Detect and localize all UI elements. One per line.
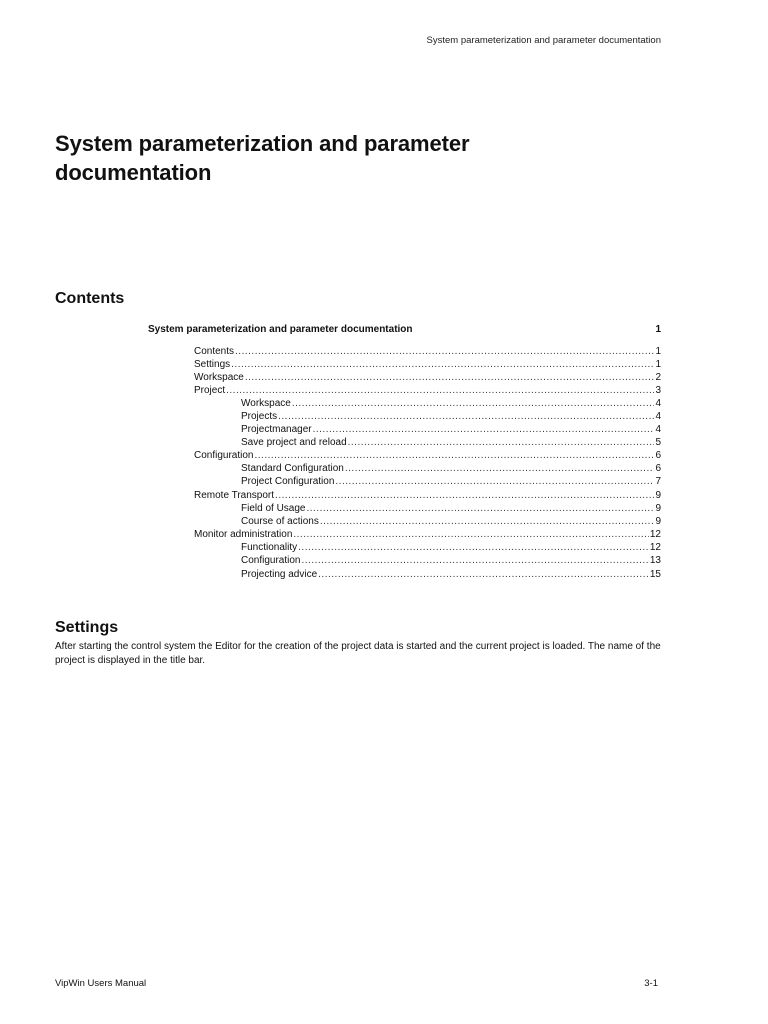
toc-entry [241, 397, 661, 410]
toc-entry-page: 9 [655, 490, 661, 501]
toc-entry [194, 449, 661, 462]
toc-entry-page: 12 [649, 542, 661, 553]
toc-entry-label: Contents [194, 346, 235, 357]
toc-entry-label: Field of Usage [241, 503, 306, 514]
toc-entry [241, 462, 661, 475]
toc-entry-page: 2 [655, 372, 661, 383]
toc-entry [241, 568, 661, 581]
toc-entry-label: Standard Configuration [241, 463, 344, 474]
toc-entry-page: 9 [655, 503, 661, 514]
toc-entry-page: 13 [649, 555, 661, 566]
toc-leader [306, 502, 654, 515]
toc-leader [226, 384, 654, 397]
toc-entry [241, 423, 661, 436]
toc-entry-label: Projectmanager [241, 424, 312, 435]
toc-entry-label: Course of actions [241, 516, 319, 527]
toc-leader [301, 554, 648, 567]
running-header: System parameterization and parameter documentation [426, 35, 661, 46]
toc-entry-label: Workspace [194, 372, 244, 383]
toc-leader [254, 449, 654, 462]
toc-entry [241, 502, 661, 515]
toc-entry [194, 489, 661, 502]
toc-leader [318, 568, 649, 581]
toc-entry-page: 4 [655, 398, 661, 409]
toc-leader [245, 371, 655, 384]
footer-manual-name: VipWin Users Manual [55, 978, 147, 989]
toc-leader [298, 541, 649, 554]
toc-entry-label: Save project and reload [241, 437, 347, 448]
toc-entry [194, 358, 661, 371]
toc-leader [345, 462, 655, 475]
toc-entry [194, 528, 661, 541]
toc-entry-page: 1 [655, 359, 661, 370]
settings-heading: Settings [55, 619, 119, 636]
toc-entry-page: 7 [655, 476, 661, 487]
toc-entry-label: Projects [241, 411, 278, 422]
toc-entry [241, 554, 661, 567]
toc-entry [194, 345, 661, 358]
toc-entry-label: Settings [194, 359, 231, 370]
toc-entry-page: 12 [649, 529, 661, 540]
toc-entry [241, 410, 661, 423]
toc-entry-page: 5 [655, 437, 661, 448]
toc-entry-page: 6 [655, 463, 661, 474]
toc-entry-label: Functionality [241, 542, 298, 553]
toc-entry-label: Configuration [241, 555, 301, 566]
toc-entry-label: Monitor administration [194, 529, 293, 540]
toc-entry-label: Configuration [194, 450, 254, 461]
toc-leader [313, 423, 655, 436]
toc-leader [278, 410, 654, 423]
toc-entry-label: Workspace [241, 398, 291, 409]
toc-entry-page: 15 [649, 569, 661, 580]
toc-leader [348, 436, 655, 449]
settings-paragraph: After starting the control system the Editor for the creation of the project data is started and the current project is loaded. The name of the project is displayed in the title bar. [55, 641, 661, 666]
toc-main-page: 1 [655, 324, 661, 335]
toc-leader [320, 515, 655, 528]
document-title: System parameterization and parameter documentation [55, 131, 470, 185]
toc-leader [231, 358, 654, 371]
toc-entry-page: 9 [655, 516, 661, 527]
toc-entry-page: 1 [655, 346, 661, 357]
toc-entry [194, 384, 661, 397]
toc-leader [292, 397, 655, 410]
toc-entry [241, 475, 661, 488]
toc-entry-label: Projecting advice [241, 569, 318, 580]
toc-entry-page: 4 [655, 424, 661, 435]
footer-page-number: 3-1 [644, 978, 658, 989]
toc-leader [235, 345, 654, 358]
toc-entry-page: 3 [655, 385, 661, 396]
toc-entry-label: Remote Transport [194, 490, 275, 501]
toc-entry [241, 515, 661, 528]
toc-entry-page: 6 [655, 450, 661, 461]
toc-entry [194, 371, 661, 384]
toc-main-entry [148, 324, 661, 335]
toc-entry [241, 436, 661, 449]
toc-entry [241, 541, 661, 554]
toc-entry-label: Project [194, 385, 226, 396]
contents-heading: Contents [55, 290, 125, 307]
toc-leader [335, 475, 654, 488]
toc-entry-page: 4 [655, 411, 661, 422]
toc-entry-label: Project Configuration [241, 476, 335, 487]
toc-leader [293, 528, 649, 541]
toc-main-label: System parameterization and parameter documentation [148, 324, 413, 335]
toc-leader [275, 489, 654, 502]
